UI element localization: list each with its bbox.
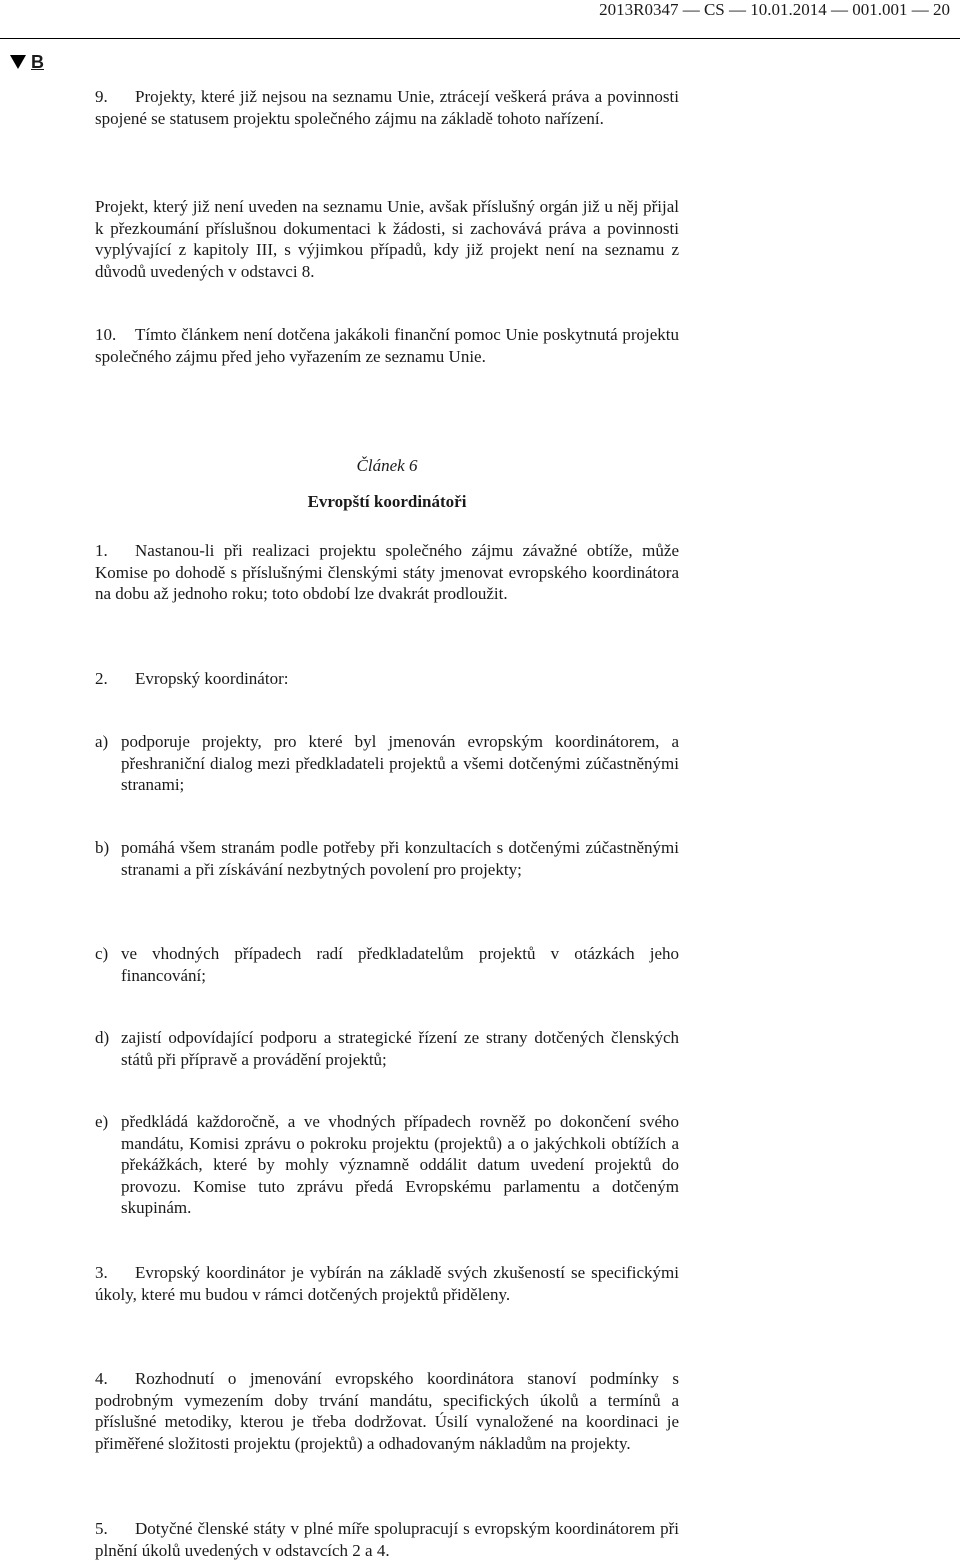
list-item-label: d) [95,1028,110,1047]
list-item [95,1111,679,1219]
list-item-label: a) [95,732,109,751]
document-reference: 2013R0347 — CS — 10.01.2014 — 001.001 — 20 [599,0,950,19]
list-item-text: pomáhá všem stranám podle potřeby při konzultacích s dotčenými zúčastněnými stranami a při získávání nezbytných povolení pro projekty; [121,838,679,879]
paragraph-9 [95,86,679,129]
section-number: 2. [95,669,108,688]
section-1 [95,540,679,605]
paragraph-number: 9. [95,87,108,106]
section-text: Evropský koordinátor je vybírán na základě svých zkušeností se specifickými úkoly, které mu budou v rámci dotčených projektů přiděleny. [95,1263,679,1304]
article-number: Článek 6 [356,456,418,475]
list-item-text: podporuje projekty, pro které byl jmenován evropským koordinátorem, a přeshraniční dialog mezi předkladateli projektů a všemi dotčenými zúčastněnými stranami; [121,732,679,794]
paragraph-text: Projekty, které již nejsou na seznamu Unie, ztrácejí veškerá práva a povinnosti spojené se statusem projektu společného zájmu na základě tohoto nařízení. [95,87,679,128]
list-item [95,1027,679,1070]
list-item-text: zajistí odpovídající podporu a strategické řízení ze strany dotčených členských států při přípravě a provádění projektů; [121,1028,679,1069]
section-4 [95,1368,679,1454]
section-number: 4. [95,1369,108,1388]
section-5 [95,1518,679,1561]
section-text: Rozhodnutí o jmenování evropského koordinátora stanoví podmínky s podrobným vymezením doby trvání mandátu, specifických úkolů a termínů a příslušné metodiky, kterou je třeba dodržovat. Úsilí vynaložené na koordinaci je přiměřené složitosti projektu (projektů) a odhadovaným nákladům na projekty. [95,1369,679,1453]
marker-letter: B [31,52,44,72]
header-rule [0,38,960,39]
list-item-label: b) [95,838,110,857]
section-text: Nastanou-li při realizaci projektu společného zájmu závažné obtíže, může Komise po dohodě s příslušnými členskými státy jmenovat evropského koordinátora na dobu až jednoho roku; toto období lze dvakrát prodloužit. [95,541,679,603]
section-2 [95,668,679,690]
section-text: Dotyčné členské státy v plné míře spolupracují s evropským koordinátorem při plnění úkolů uvedených v odstavcích 2 a 4. [95,1519,679,1560]
amendment-marker [10,52,44,72]
section-3 [95,1262,679,1305]
triangle-down-icon [10,55,26,69]
list-item-label: e) [95,1112,109,1131]
paragraph-number: 10. [95,325,117,344]
list-item [95,943,679,986]
article-title: Evropští koordinátoři [307,492,467,511]
section-text: Evropský koordinátor: [135,669,289,688]
list-item-label: c) [95,944,109,963]
paragraph-9-subparagraph: Projekt, který již není uveden na seznamu Unie, avšak příslušný orgán již u něj přijal k přezkoumání příslušnou dokumentaci k žádosti, si zachovává práva a povinnosti vyplývající z kapitoly III, s výjimkou případů, kdy již projekt není na seznamu z důvodů uvedených v odstavci 8. [95,197,679,281]
section-number: 1. [95,541,108,560]
list-item-text: předkládá každoročně, a ve vhodných případech rovněž po dokončení svého mandátu, Komisi zprávu o pokroku projektu (projektů) a o jakýchkoli obtížích a překážkách, které by mohly významně oddálit datum uvedení projektů do provozu. Komise tuto zprávu předá Evropskému parlamentu a dotčeným skupinám. [121,1112,679,1217]
list-item [95,837,679,880]
section-number: 5. [95,1519,108,1538]
paragraph-10 [95,324,679,367]
page-header [0,0,960,40]
section-number: 3. [95,1263,108,1282]
paragraph-text: Tímto článkem není dotčena jakákoli finanční pomoc Unie poskytnutá projektu společného zájmu před jeho vyřazením ze seznamu Unie. [95,325,679,366]
list-item-text: ve vhodných případech radí předkladatelům projektů v otázkách jeho financování; [121,944,679,985]
list-item [95,731,679,796]
